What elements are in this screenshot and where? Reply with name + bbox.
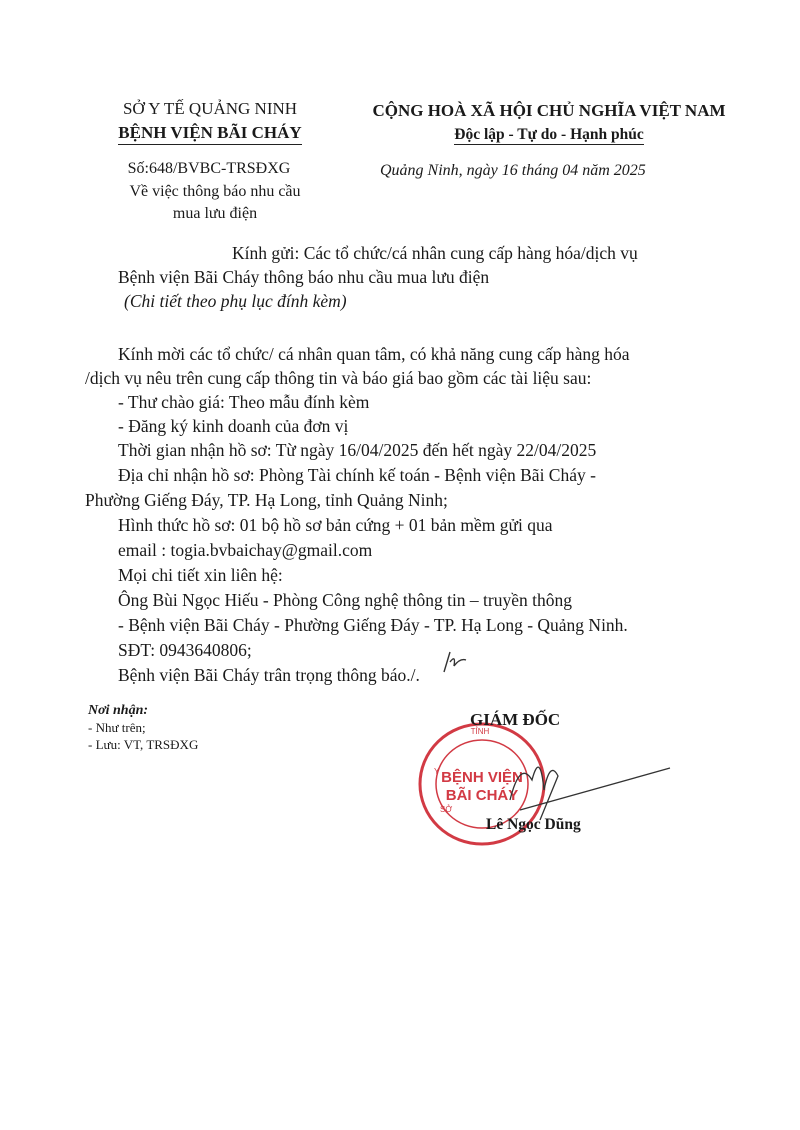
receive-time: Thời gian nhận hồ sơ: Từ ngày 16/04/2025 đến hết ngày 22/04/2025 [118, 440, 597, 460]
address-line-2: Phường Giếng Đáy, TP. Hạ Long, tỉnh Quảng Ninh; [85, 490, 448, 510]
recipients-block [88, 702, 198, 753]
closing-line: Bệnh viện Bãi Cháy trân trọng thông báo./. [118, 665, 420, 685]
recipient-item: - Như trên; [88, 720, 146, 735]
form-line-1: Hình thức hồ sơ: 01 bộ hồ sơ bản cứng + 01 bản mềm gửi qua [118, 515, 553, 535]
svg-text:Y: Y [434, 767, 440, 776]
document-item-1: - Thư chào giá: Theo mẫu đính kèm [118, 392, 370, 412]
contact-intro: Mọi chi tiết xin liên hệ: [118, 565, 283, 585]
svg-text:TỈNH: TỈNH [470, 727, 490, 736]
detail-note: (Chi tiết theo phụ lục đính kèm) [124, 291, 347, 311]
svg-text:BỆNH VIỆN: BỆNH VIỆN [441, 769, 523, 786]
contact-phone: SĐT: 0943640806; [118, 640, 252, 660]
signer-name: Lê Ngọc Dũng [486, 816, 581, 833]
svg-text:SỞ: SỞ [440, 805, 453, 814]
document-date: Quảng Ninh, ngày 16 tháng 04 năm 2025 [380, 162, 646, 179]
signer-title: GIÁM ĐỐC [470, 710, 561, 729]
document-item-2: - Đăng ký kinh doanh của đơn vị [118, 416, 349, 436]
document-number: Số:648/BVBC-TRSĐXG [127, 160, 291, 177]
invite-line-2: /dịch vụ nêu trên cung cấp thông tin và báo giá bao gồm các tài liệu sau: [85, 368, 592, 388]
recipient-item: - Lưu: VT, TRSĐXG [88, 737, 199, 752]
contact-line-2: - Bệnh viện Bãi Cháy - Phường Giếng Đáy - TP. Hạ Long - Quảng Ninh. [118, 615, 628, 635]
country-name: CỘNG HOÀ XÃ HỘI CHỦ NGHĨA VIỆT NAM [372, 101, 726, 120]
svg-text:BÃI CHÁY: BÃI CHÁY [445, 787, 519, 804]
subject-line-2: mua lưu điện [172, 205, 258, 222]
invite-line-1: Kính mời các tổ chức/ cá nhân quan tâm, có khả năng cung cấp hàng hóa [118, 344, 630, 364]
organization-name: BỆNH VIỆN BÃI CHÁY [92, 121, 328, 145]
contact-line-1: Ông Bùi Ngọc Hiếu - Phòng Công nghệ thông tin – truyền thông [118, 590, 573, 610]
recipients-title: Nơi nhận: [88, 703, 149, 718]
document-subject [100, 181, 330, 225]
initials-mark [440, 648, 470, 676]
parent-organization: SỞ Y TẾ QUẢNG NINH [122, 99, 298, 118]
national-motto: Độc lập - Tự do - Hạnh phúc [454, 126, 644, 143]
subject-line-1: Về việc thông báo nhu cầu [129, 183, 301, 200]
notice-line: Bệnh viện Bãi Cháy thông báo nhu cầu mua lưu điện [118, 267, 490, 287]
form-line-2-email: email : togia.bvbaichay@gmail.com [118, 540, 373, 560]
address-line-1: Địa chỉ nhận hồ sơ: Phòng Tài chính kế toán - Bệnh viện Bãi Cháy - [118, 465, 596, 485]
national-header [336, 99, 762, 147]
salutation: Kính gửi: Các tổ chức/cá nhân cung cấp hàng hóa/dịch vụ [232, 243, 638, 263]
issuing-organization [92, 97, 328, 145]
